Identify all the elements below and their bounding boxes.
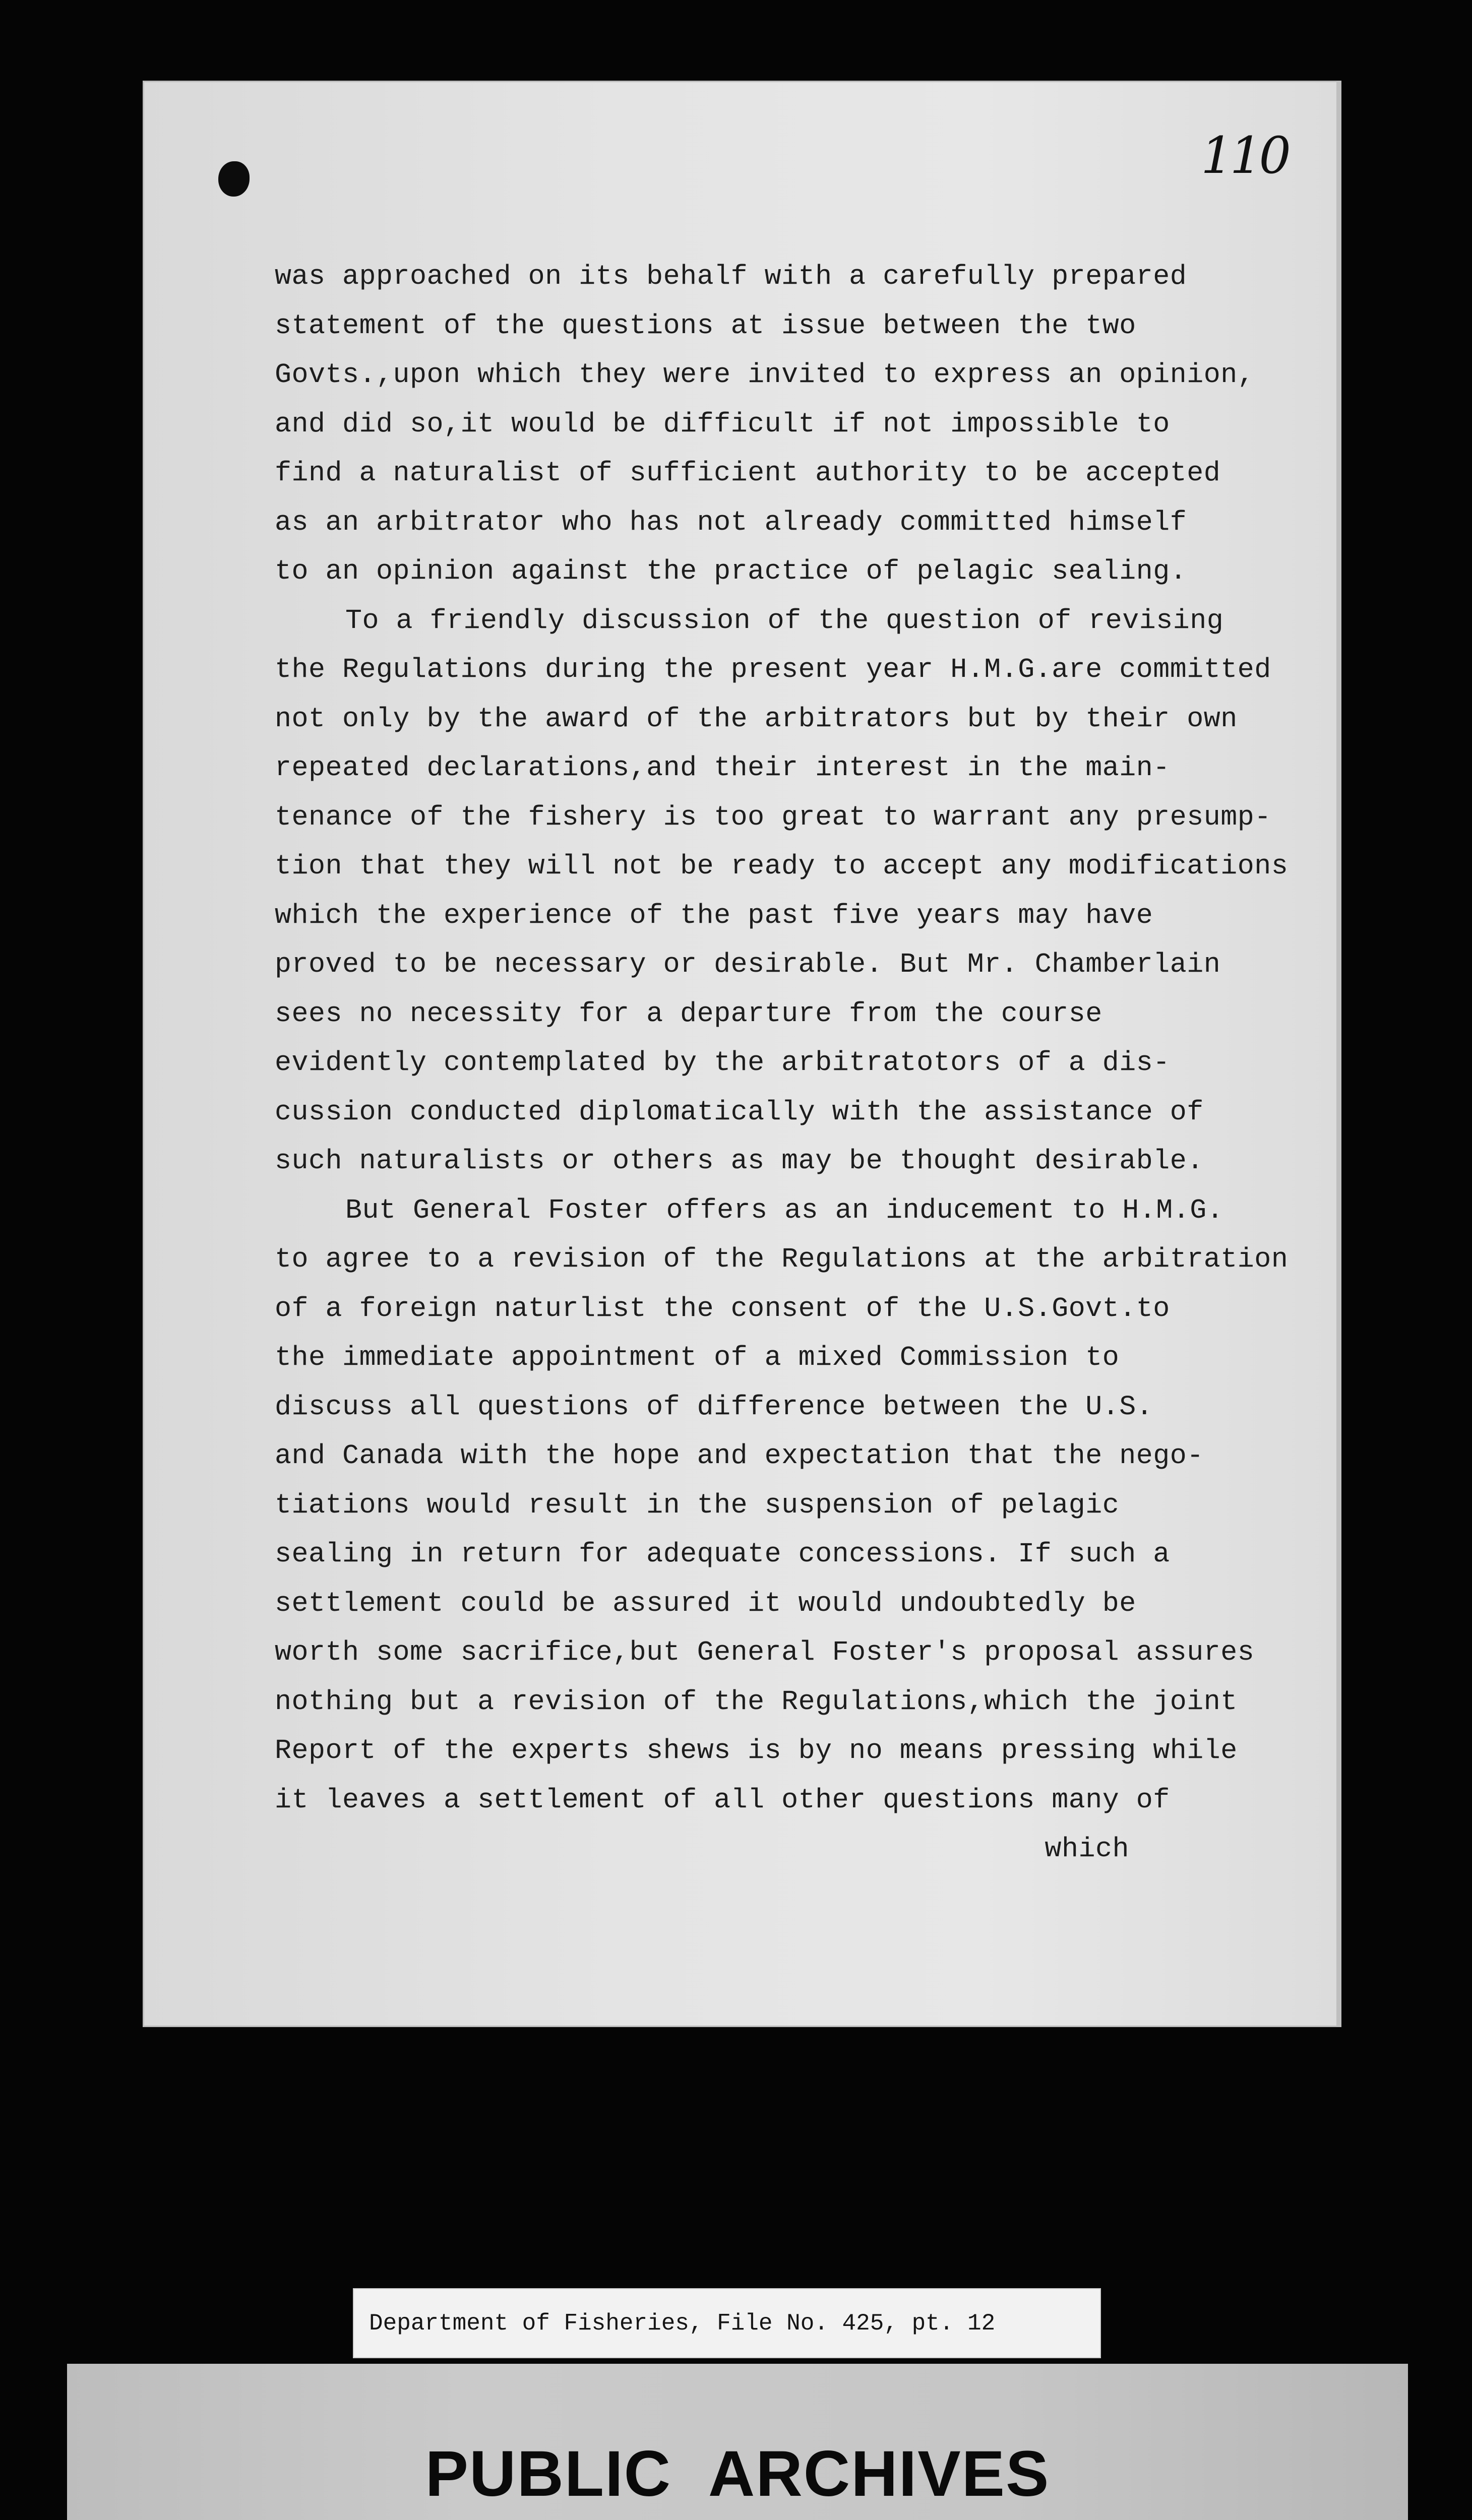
text-line: and did so,it would be difficult if not impossible to — [275, 408, 1170, 440]
text-line: evidently contemplated by the arbitratotors of a dis- — [275, 1047, 1170, 1079]
text-line: was approached on its behalf with a carefully prepared — [275, 261, 1187, 292]
text-line: sealing in return for adequate concessions. If such a — [275, 1538, 1170, 1570]
text-line: which — [1045, 1833, 1129, 1865]
text-line: cussion conducted diplomatically with the assistance of — [275, 1096, 1204, 1128]
page-edge — [1336, 81, 1341, 2027]
text-line: find a naturalist of sufficient authority to be accepted — [275, 457, 1221, 489]
text-line: to agree to a revision of the Regulations at the arbitration — [275, 1243, 1289, 1275]
text-line: sees no necessity for a departure from the course — [275, 997, 1102, 1030]
text-line: it leaves a settlement of all other questions many of — [275, 1784, 1170, 1816]
text-line: the immediate appointment of a mixed Commission to — [275, 1342, 1120, 1373]
page-number: 110 — [1201, 126, 1288, 185]
punch-hole — [218, 161, 250, 197]
text-line: tion that they will not be ready to accept any modifications — [275, 850, 1289, 882]
text-line: To a friendly discussion of the question of revising — [345, 604, 1224, 637]
text-line: to an opinion against the practice of pelagic sealing. — [275, 555, 1187, 587]
text-line: Govts.,upon which they were invited to express an opinion, — [275, 359, 1255, 391]
text-line: But General Foster offers as an inducement to H.M.G. — [345, 1194, 1224, 1226]
text-line: as an arbitrator who has not already committed himself — [275, 506, 1187, 538]
text-line: and Canada with the hope and expectation that the nego- — [275, 1440, 1204, 1472]
text-line: proved to be necessary or desirable. But Mr. Chamberlain — [275, 949, 1221, 980]
text-line: which the experience of the past five years may have — [275, 899, 1153, 931]
archive-stamp — [67, 2364, 1408, 2520]
text-line: Report of the experts shews is by no means pressing while — [275, 1735, 1238, 1767]
text-line: of a foreign naturlist the consent of the U.S.Govt.to — [275, 1292, 1170, 1325]
file-reference: Department of Fisheries, File No. 425, pt. 12 — [369, 2310, 996, 2337]
text-line: settlement could be assured it would undoubtedly be — [275, 1587, 1136, 1619]
text-line: not only by the award of the arbitrators but by their own — [275, 703, 1238, 735]
text-line: repeated declarations,and their interest in the main- — [275, 752, 1170, 784]
text-line: tiations would result in the suspension of pelagic — [275, 1489, 1120, 1521]
text-line: worth some sacrifice,but General Foster's proposal assures — [275, 1636, 1255, 1668]
text-line: the Regulations during the present year H.M.G.are committed — [275, 654, 1271, 685]
text-line: such naturalists or others as may be thought desirable. — [275, 1145, 1204, 1177]
text-line: discuss all questions of difference between the U.S. — [275, 1391, 1153, 1423]
stamp-line-english: PUBLIC ARCHIVES — [425, 2438, 1050, 2510]
text-line: statement of the questions at issue between the two — [275, 309, 1136, 342]
file-label — [353, 2288, 1101, 2358]
text-line: nothing but a revision of the Regulations,which the joint — [275, 1685, 1238, 1718]
typed-text-body — [275, 252, 1289, 1874]
text-line: tenance of the fishery is too great to warrant any presump- — [275, 801, 1271, 833]
